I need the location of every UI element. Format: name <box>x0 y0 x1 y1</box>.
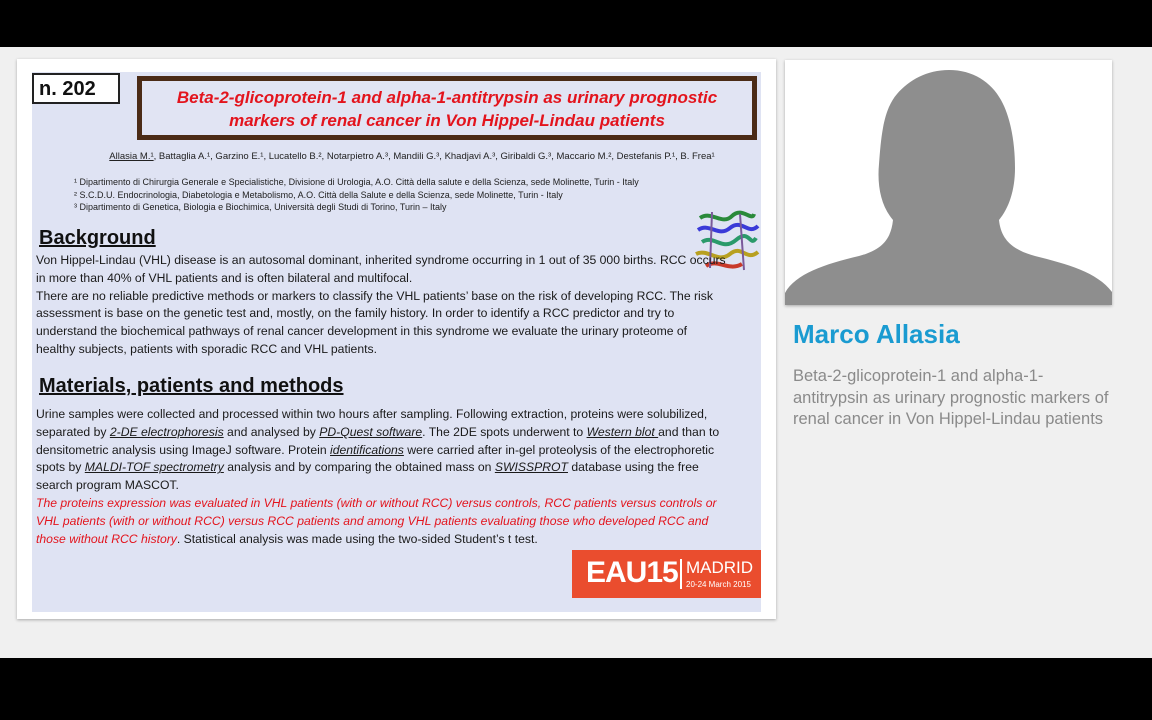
logo-date: 20-24 March 2015 <box>686 580 751 589</box>
logo-divider <box>680 559 682 589</box>
methods-term: Western blot <box>586 424 659 439</box>
affiliation-3: ³ Dipartimento di Genetica, Biologia e Biochimica, Università degli Studi di Torino, Turin – Italy <box>74 202 447 212</box>
speaker-name: Marco Allasia <box>793 319 960 349</box>
background-paragraph-2: There are no reliable predictive methods or markers to classify the VHL patients’ base on the risk of developing RCC. The risk assessment is base on the genetic test and, mostly, on the family history. In order to identify a RCC predictor and try to understand the biochemical pathways of renal cancer development in this syndrome we evaluate the urinary proteome of healthy subjects, patients with sporadic RCC and VHL patients. <box>36 288 713 356</box>
methods-text: Urine samples were collected and processed within two hours after sampling. Following extraction, proteins were solubilized, separated by 2-DE electrophoresis and analysed by PD-Quest software. The 2DE spots underwent to Western blot and than to densitometric analysis using ImageJ software. Protein identifications were carried after in-gel proteolysis of the electrophoretic spots by MALDI-TOF spectrometry analysis and by comparing the obtained mass on SWISSPROT database using the free search program MASCOT. The proteins expression was evaluated in VHL patients (with or without RCC) versus controls, RCC patients versus controls or VHL patients (with or without RCC) versus RCC patients and among VHL patients evaluating those who developed RCC and those without RCC history. Statistical analysis was made using the two-sided Student’s t test. <box>36 407 720 546</box>
poster-number: n. 202 <box>32 73 120 104</box>
background-heading: Background <box>39 227 156 249</box>
methods-term: PD-Quest software <box>319 424 423 439</box>
poster-affiliations <box>74 176 761 214</box>
background-paragraph-1: Von Hippel-Lindau (VHL) disease is an autosomal dominant, inherited syndrome occurring in 1 out of 35 000 births. RCC occurs in more than 40% of VHL patients and is often bilateral and multifocal. <box>36 253 726 285</box>
eau15-logo <box>572 550 761 598</box>
player-stage <box>0 47 1152 658</box>
background-text <box>36 252 726 359</box>
affiliation-1: ¹ Dipartimento di Chirurgia Generale e Specialistiche, Divisione di Urologia, A.O. Città della salute e della Scienza, sede Molinette, Turin - Italy <box>74 177 639 187</box>
first-author: Allasia M.¹ <box>109 151 154 162</box>
avatar-silhouette-icon <box>785 60 1112 305</box>
logo-city: MADRID <box>686 558 754 577</box>
methods-highlight: The proteins expression was evaluated in VHL patients (with or without RCC) versus controls, RCC patients versus controls or VHL patients (with or without RCC) versus RCC patients and among VHL patients evaluating those who developed RCC and those without RCC history <box>36 495 717 546</box>
methods-term: SWISSPROT <box>494 460 568 475</box>
talk-title: Beta-2-glicoprotein-1 and alpha-1-antitrypsin as urinary prognostic markers of renal cancer in Von Hippel-Lindau patients <box>793 367 1109 428</box>
methods-term: MALDI-TOF spectrometry <box>84 460 224 475</box>
poster-slide <box>32 72 761 612</box>
methods-term: identifications <box>330 442 404 457</box>
poster-title: Beta-2-glicoprotein-1 and alpha-1-antitrypsin as urinary prognostic markers of renal cancer in Von Hippel-Lindau patients <box>137 76 757 140</box>
poster-authors <box>72 150 752 163</box>
poster-slide-card <box>17 59 776 619</box>
affiliation-2: ² S.C.D.U. Endocrinologia, Diabetologia e Metabolismo, A.O. Città della Salute e della Scienza, sede Molinette, Turin - Italy <box>74 189 563 200</box>
co-authors: , Battaglia A.¹, Garzino E.¹, Lucatello B.², Notarpietro A.³, Mandili G.³, Khadjavi A.³, Giribaldi G.³, Maccario M.², Destefanis P.¹, B. Frea¹ <box>153 151 715 162</box>
methods-term: 2-DE electrophoresis <box>109 424 224 439</box>
logo-main: EAU15 <box>586 556 678 589</box>
speaker-photo-card <box>785 60 1112 305</box>
methods-heading: Materials, patients and methods <box>39 375 344 397</box>
